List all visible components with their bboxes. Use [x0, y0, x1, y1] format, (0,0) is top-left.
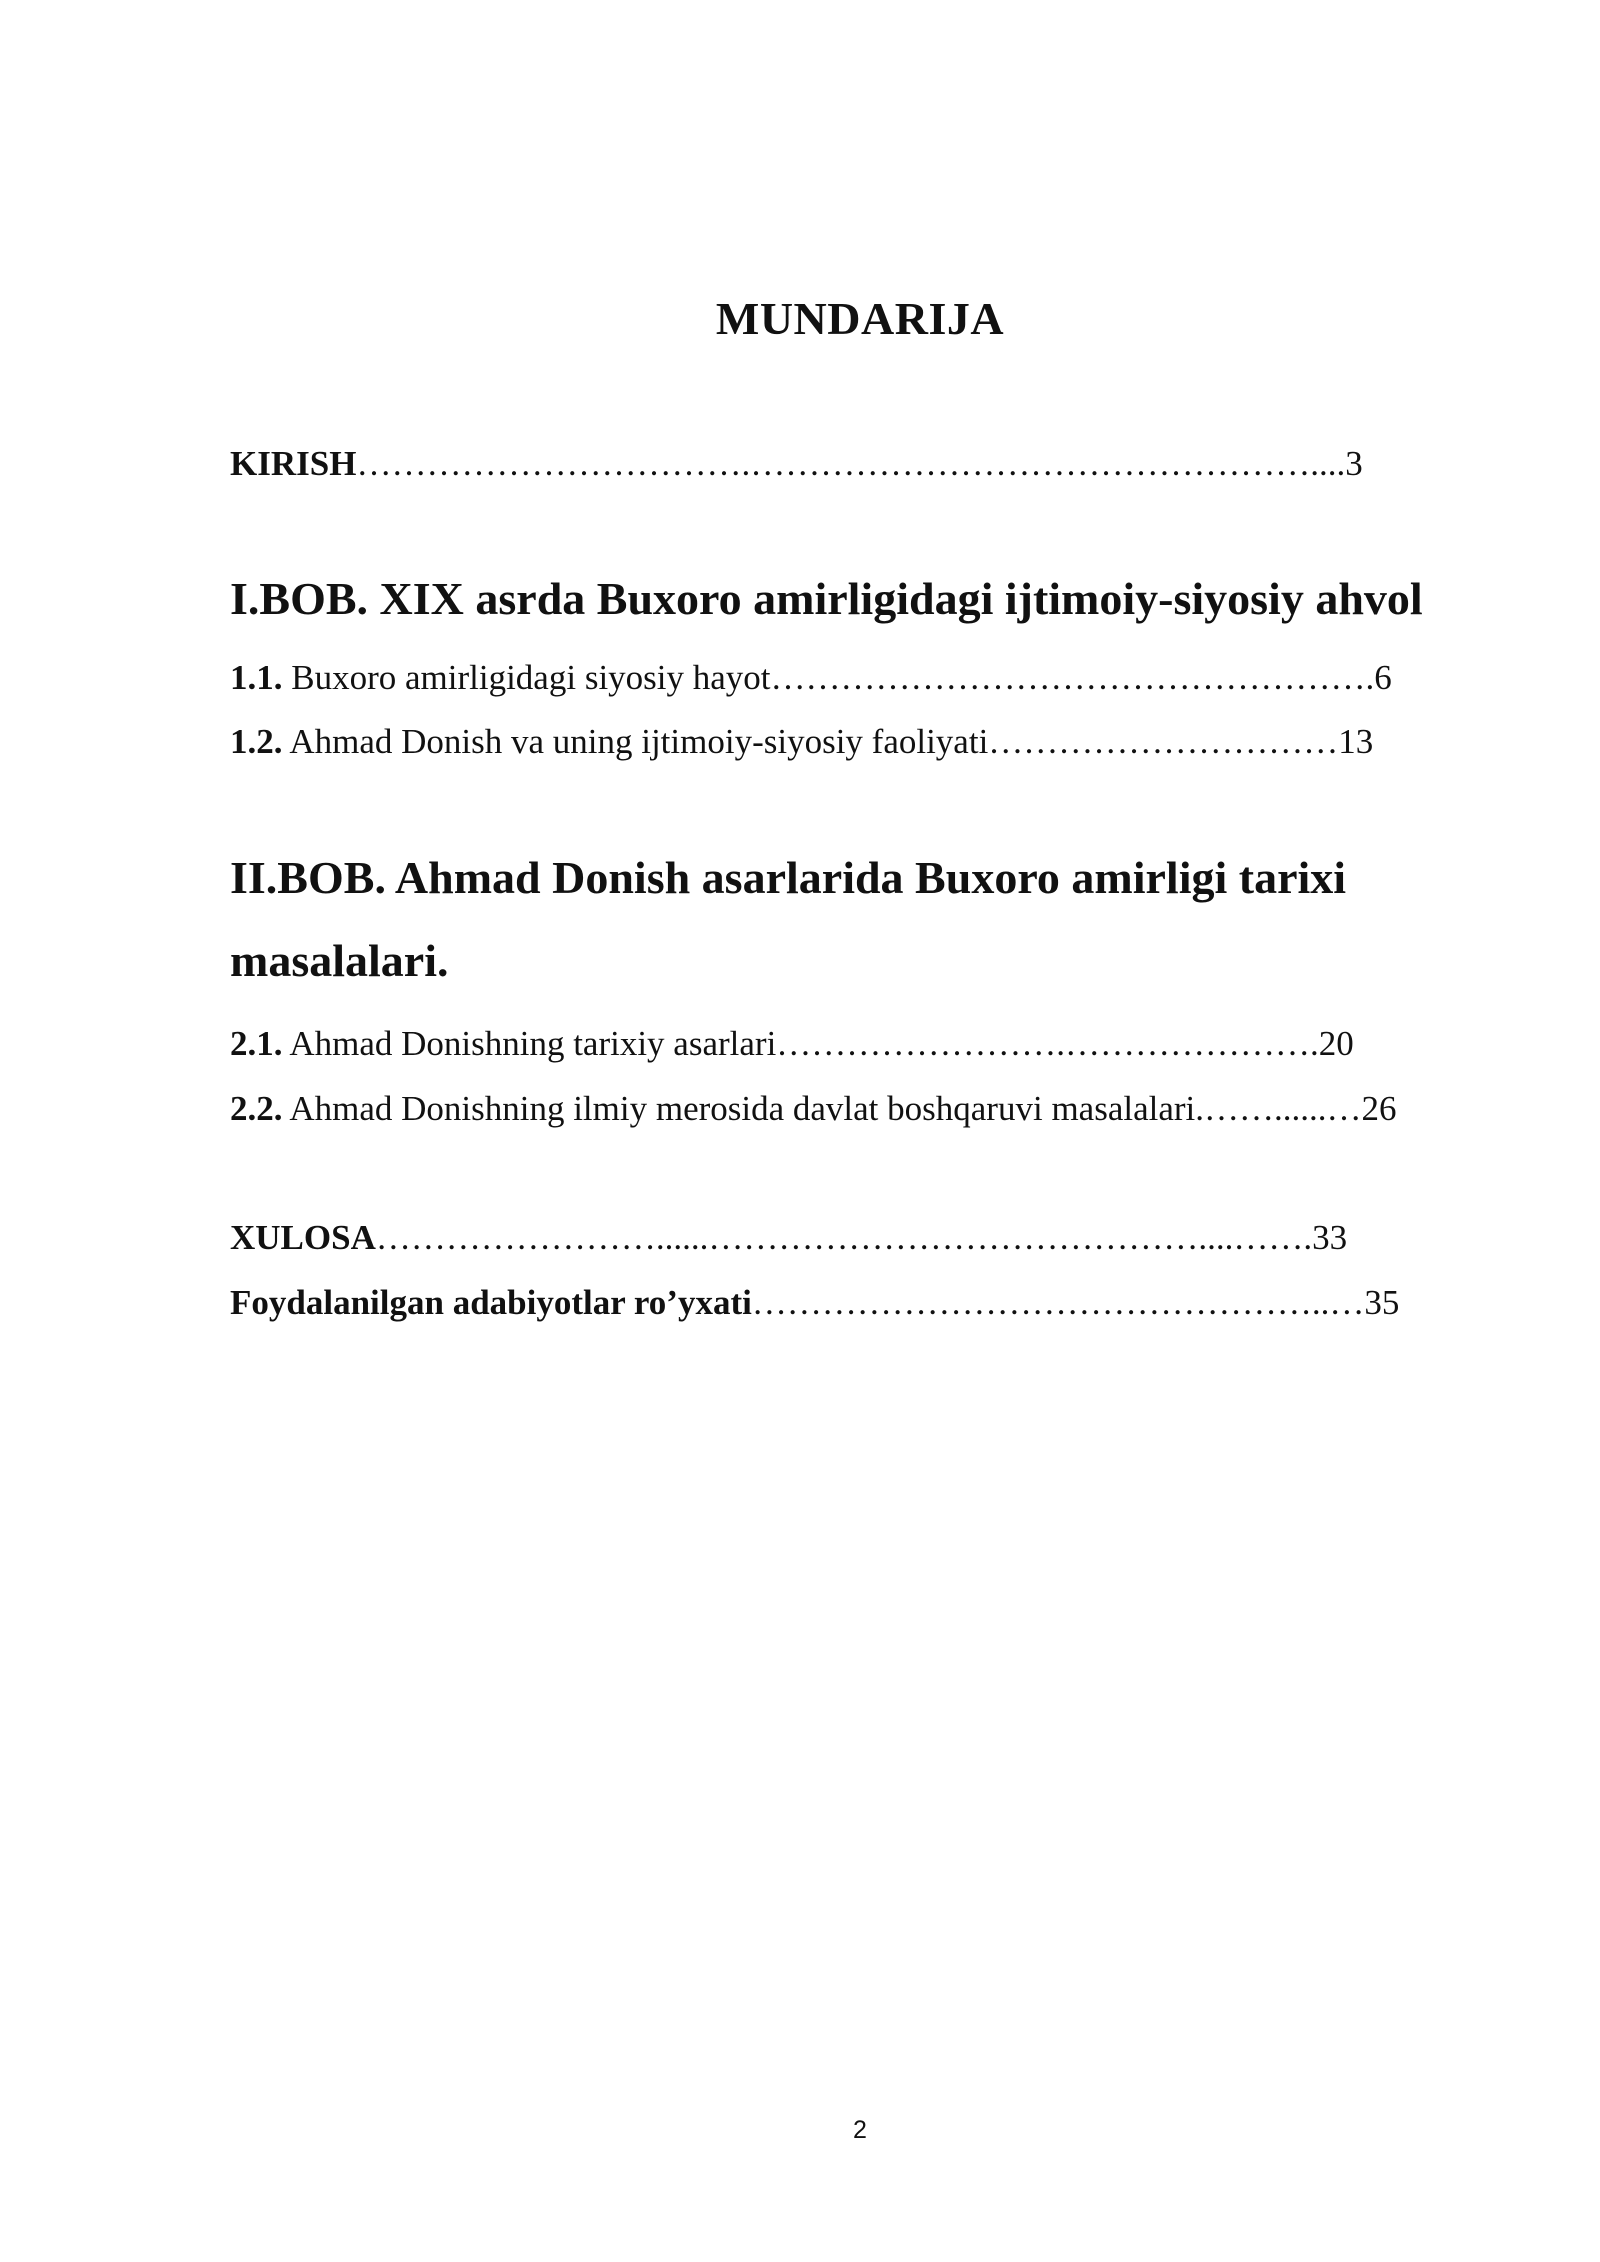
toc-entry-label: Foydalanilgan adabiyotlar ro’yxati — [230, 1283, 752, 1322]
toc-leader-dots: …………………….…………………. — [776, 1024, 1319, 1063]
toc-entry-label: XULOSA — [230, 1218, 376, 1257]
toc-entry-1-1[interactable] — [230, 656, 1492, 700]
toc-page-number: 26 — [1361, 1089, 1397, 1128]
section-number: 2.1. — [230, 1024, 283, 1063]
chapter-2-heading-line-2[interactable]: masalalari. — [230, 935, 449, 986]
section-title: Ahmad Donishning tarixiy asarlari — [282, 1024, 777, 1063]
toc-leader-dots: …………………………….………………………………………….... — [356, 444, 1346, 483]
toc-leader-dots: ……………………………………………. — [770, 658, 1375, 697]
page-title: MUNDARIJA — [715, 293, 1005, 344]
toc-leader-dots: ………………………… — [988, 722, 1339, 761]
chapter-2-heading-line-1[interactable]: II.BOB. Ahmad Donish asarlarida Buxoro amirligi tarixi — [230, 852, 1347, 903]
toc-page-number: 33 — [1312, 1218, 1348, 1257]
toc-leader-dots: ……......… — [1204, 1089, 1362, 1128]
toc-entry-label: KIRISH — [230, 444, 357, 483]
toc-page-number: 35 — [1364, 1283, 1400, 1322]
toc-page-number: 3 — [1345, 444, 1363, 483]
section-number: 1.1. — [230, 658, 283, 697]
toc-leader-dots: …………………………………………..… — [751, 1283, 1365, 1322]
section-title: Buxoro amirligidagi siyosiy hayot — [282, 658, 771, 697]
section-number: 1.2. — [230, 722, 283, 761]
toc-page-number: 6 — [1374, 658, 1392, 697]
toc-entry-intro[interactable] — [230, 442, 1492, 486]
toc-entry-references[interactable] — [230, 1281, 1492, 1325]
section-number: 2.2. — [230, 1089, 283, 1128]
toc-entry-1-2[interactable] — [230, 720, 1492, 764]
toc-page-number: 20 — [1318, 1024, 1354, 1063]
footer-page-number: 2 — [853, 2116, 867, 2144]
toc-leader-dots: ……………………......……………………………………....……. — [375, 1218, 1313, 1257]
toc-entry-2-2[interactable] — [230, 1087, 1492, 1131]
toc-page-number: 13 — [1338, 722, 1374, 761]
section-title: Ahmad Donishning ilmiy merosida davlat boshqaruvi masalalari. — [282, 1089, 1205, 1128]
chapter-1-heading[interactable]: I.BOB. XIX asrda Buxoro amirligidagi ijtimoiy-siyosiy ahvol — [230, 573, 1423, 624]
toc-entry-conclusion[interactable] — [230, 1216, 1492, 1260]
section-title: Ahmad Donish va uning ijtimoiy-siyosiy faoliyati — [282, 722, 989, 761]
toc-entry-2-1[interactable] — [230, 1022, 1492, 1066]
